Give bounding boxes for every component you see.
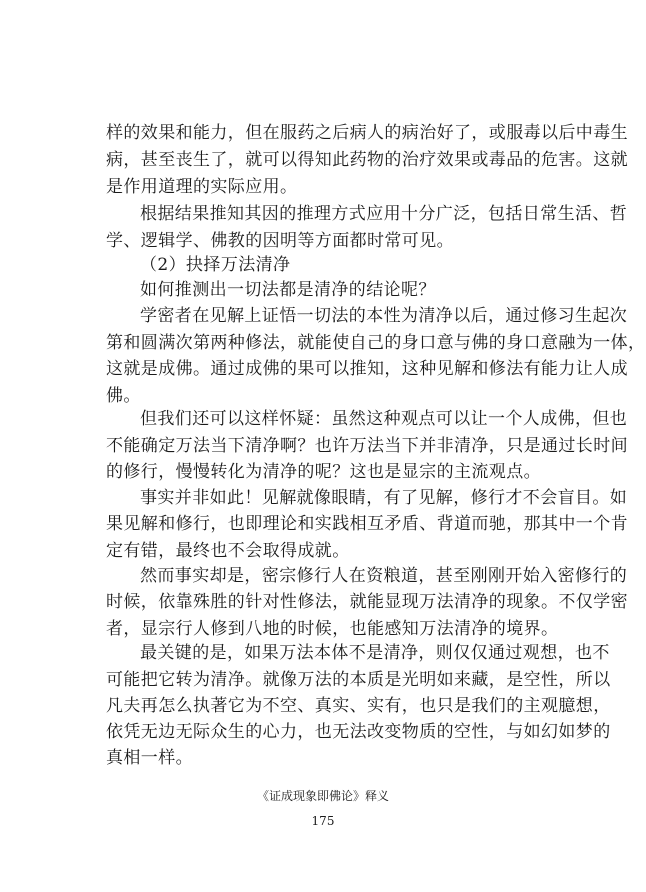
text-line: 样的效果和能力，但在服药之后病人的病治好了，或服毒以后中毒生 [106, 123, 628, 143]
text-line: 学密者在见解上证悟一切法的本性为清净以后，通过修习生起次 [140, 306, 628, 326]
text-line: 依凭无边无际众生的心力，也无法改变物质的空性，与如幻如梦的 [106, 722, 611, 742]
text-line: 定有错，最终也不会取得成就。 [106, 541, 350, 561]
text-line: 是作用道理的实际应用。 [106, 177, 298, 197]
text-line: 不能确定万法当下清净啊？也许万法当下并非清净，只是通过长时间 [106, 436, 628, 456]
footer-book-title: 《证成现象即佛论》释义 [256, 789, 389, 803]
text-line: 佛。 [106, 386, 141, 406]
text-line: 果见解和修行，也即理论和实践相互矛盾、背道而驰，那其中一个肯 [106, 514, 628, 534]
text-line: 这就是成佛。通过成佛的果可以推知，这种见解和修法有能力让人成 [106, 359, 628, 379]
text-line: 第和圆满次第两种修法，就能使自己的身口意与佛的身口意融为一体， [106, 333, 646, 353]
text-line: 事实并非如此！见解就像眼睛，有了见解，修行才不会盲目。如 [140, 488, 628, 508]
text-line: 但我们还可以这样怀疑：虽然这种观点可以让一个人成佛，但也 [140, 409, 628, 429]
text-line: 真相一样。 [106, 748, 193, 768]
text-line: 然而事实却是，密宗修行人在资粮道，甚至刚刚开始入密修行的 [140, 566, 628, 586]
text-line: 可能把它转为清净。就像万法的本质是光明如来藏，是空性，所以 [106, 670, 611, 690]
text-line: 最关键的是，如果万法本体不是清净，则仅仅通过观想，也不 [140, 643, 610, 663]
text-line: 时候，依靠殊胜的针对性修法，就能显现万法清净的现象。不仅学密 [106, 592, 628, 612]
text-line: 病，甚至丧生了，就可以得知此药物的治疗效果或毒品的危害。这就 [106, 150, 628, 170]
text-line: 的修行，慢慢转化为清净的呢？这也是显宗的主流观点。 [106, 462, 541, 482]
text-line: 学、逻辑学、佛教的因明等方面都时常可见。 [106, 231, 454, 251]
text-line: 凡夫再怎么执著它为不空、真实、实有，也只是我们的主观臆想， [106, 696, 611, 716]
section-heading: （2）抉择万法清净 [140, 255, 291, 275]
text-line: 者，显宗行人修到八地的时候，也能感知万法清净的境界。 [106, 619, 559, 639]
text-line: 如何推测出一切法都是清净的结论呢？ [140, 280, 436, 300]
text-line: 根据结果推知其因的推理方式应用十分广泛，包括日常生活、哲 [140, 204, 628, 224]
page-number: 175 [311, 814, 335, 828]
